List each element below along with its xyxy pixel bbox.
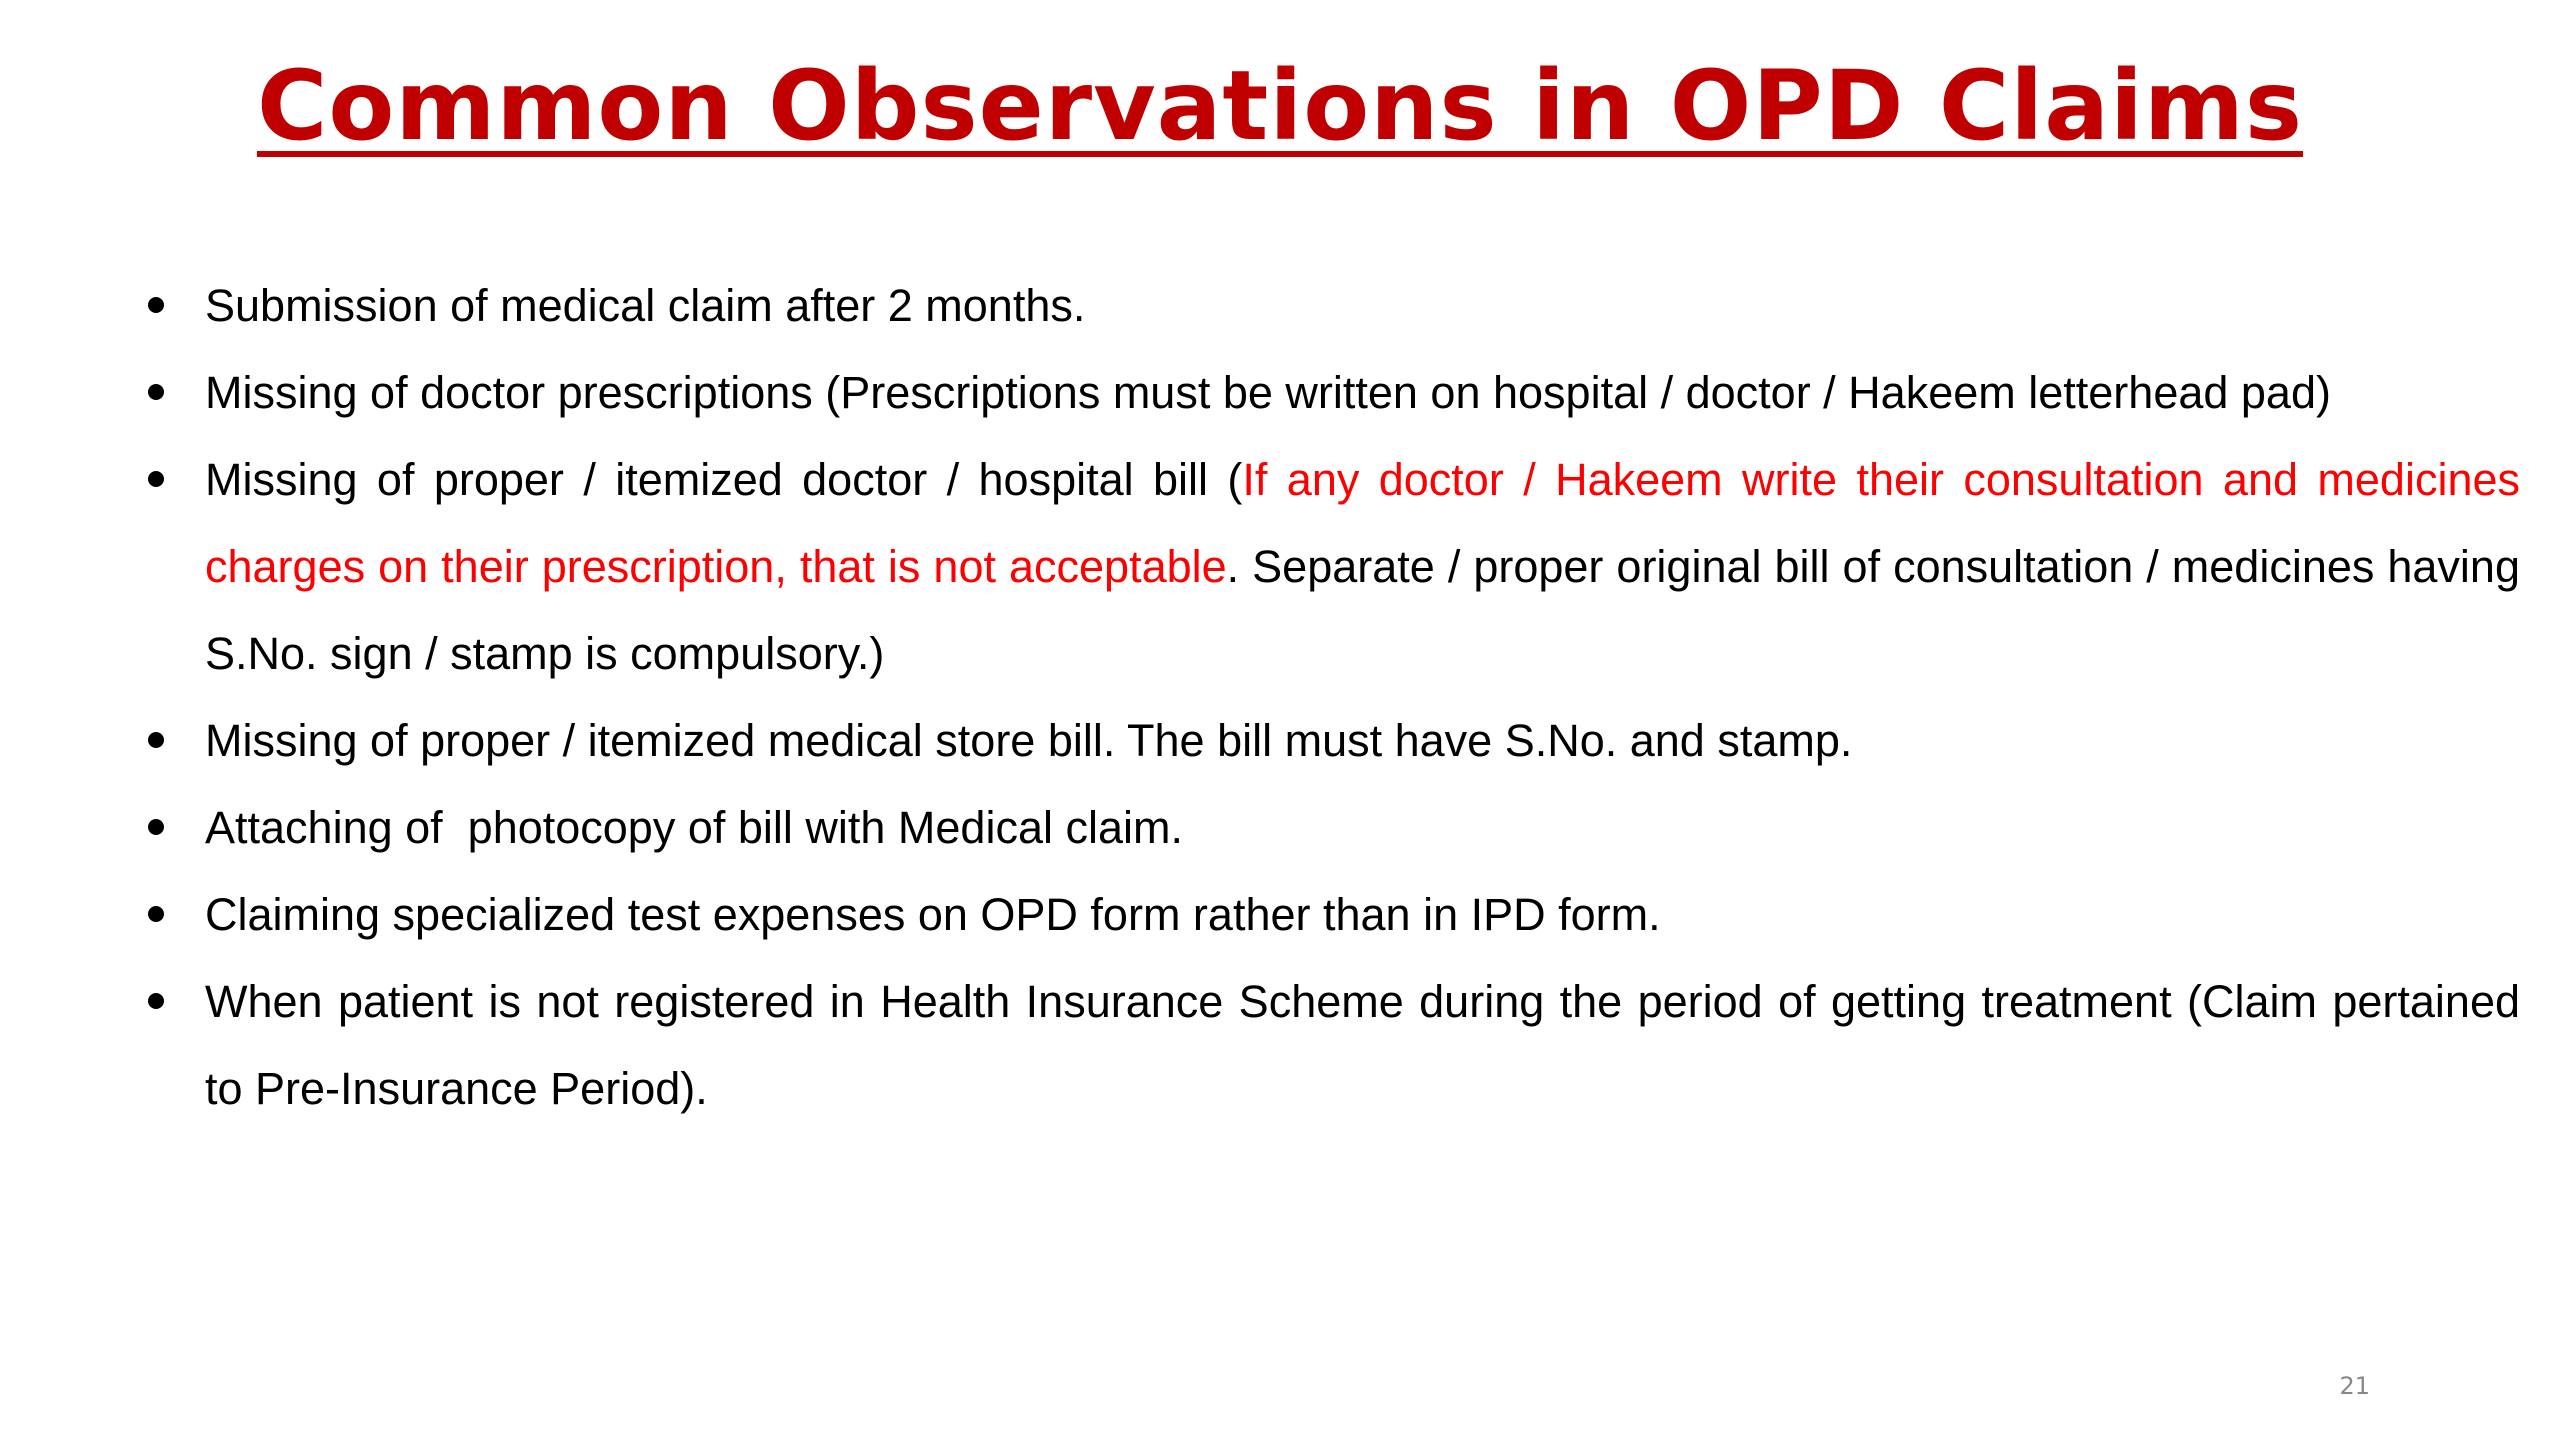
- bullet-icon: [148, 732, 164, 748]
- bullet-icon: [148, 819, 164, 835]
- highlighted-warning-text: If any doctor / Hakeem write their consultation and medicines charges on their prescription, that is not acceptable: [205, 454, 2520, 592]
- bullet-icon: [148, 471, 164, 487]
- list-item: [140, 349, 2520, 436]
- bullet-icon: [148, 906, 164, 922]
- list-item: [140, 871, 2520, 958]
- list-item: [140, 262, 2520, 349]
- list-item: [140, 958, 2520, 1132]
- slide-title: [0, 36, 2560, 176]
- list-item: [140, 436, 2520, 697]
- list-item: [140, 784, 2520, 871]
- bullet-icon: [148, 993, 164, 1009]
- bullet-icon: [148, 297, 164, 313]
- list-item-text: Missing of proper / itemized medical store bill. The bill must have S.No. and stamp.: [205, 715, 1853, 766]
- page-number: 21: [2339, 1372, 2370, 1400]
- list-item-text: Missing of doctor prescriptions (Prescriptions must be written on hospital / doctor / Hakeem letterhead pad): [205, 367, 2331, 418]
- list-item-text-continued: . Separate / proper original bill of consultation / medicines having S.No. sign / stamp is compulsory.): [205, 541, 2520, 679]
- list-item-text: Attaching of photocopy of bill with Medical claim.: [205, 802, 1183, 853]
- list-item-text: Claiming specialized test expenses on OPD form rather than in IPD form.: [205, 889, 1661, 940]
- list-item-text: Submission of medical claim after 2 months.: [205, 280, 1086, 331]
- list-item-text: When patient is not registered in Health Insurance Scheme during the period of getting treatment (Claim pertained to Pre-Insurance Period).: [205, 976, 2520, 1114]
- list-item-text: Missing of proper / itemized doctor / hospital bill (: [205, 454, 1243, 505]
- observations-list: [140, 262, 2520, 1132]
- list-item: [140, 697, 2520, 784]
- bullet-icon: [148, 384, 164, 400]
- slide-title-text: Common Observations in OPD Claims: [256, 50, 2304, 162]
